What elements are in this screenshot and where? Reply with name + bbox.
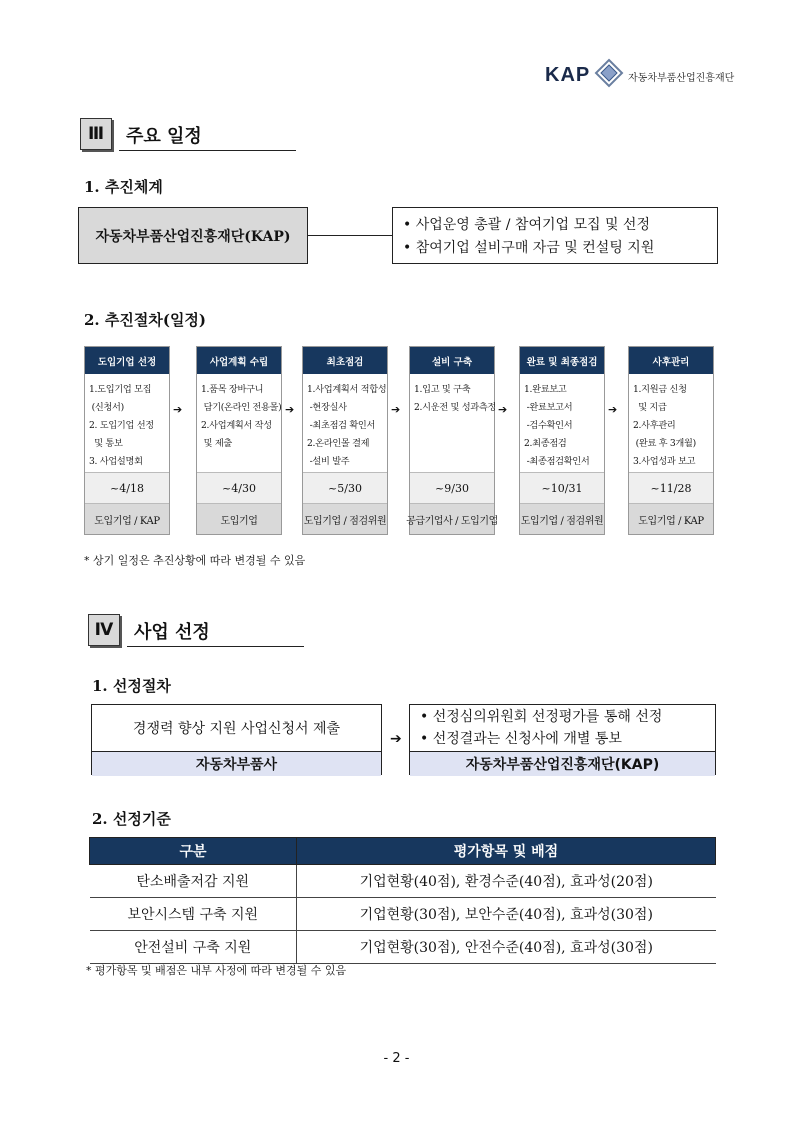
step-tasks	[410, 374, 497, 472]
step-task-line: 1.도입기업 모집	[89, 384, 152, 395]
step-deadline: ~9/30	[410, 472, 494, 503]
header-org-name: 자동차부품산업진흥재단	[628, 73, 735, 84]
step-title: 사업계획 수립	[197, 347, 281, 374]
schedule-step	[628, 346, 714, 535]
reviewer-line: • 선정심의위원회 선정평가를 통해 선정	[420, 709, 663, 725]
step-task-line: 1.지원금 신청	[633, 384, 687, 395]
table-cell: 기업현황(40점), 환경수준(40점), 효과성(20점)	[297, 865, 716, 898]
arrow-icon: ➔	[173, 403, 183, 416]
reviewer-line: • 선정결과는 신청사에 개별 통보	[420, 731, 622, 747]
criteria-table	[89, 837, 716, 964]
schedule-step	[84, 346, 170, 535]
schedule-note: * 상기 일정은 추진상황에 따라 변경될 수 있음	[84, 554, 306, 567]
table-cell: 보안시스템 구축 지원	[90, 898, 297, 931]
step-task-line: (신청서)	[89, 402, 124, 413]
applicant-label: 자동차부품사	[92, 751, 381, 776]
step-task-line: 2.사후관리	[633, 420, 676, 431]
role-box	[392, 207, 718, 264]
step-task-line: -설비 발주	[307, 456, 350, 467]
step-task-line: 2.시운전 및 성과측정	[414, 402, 497, 413]
kap-logo: KAP	[545, 64, 591, 86]
subsection-title-schedule: 2. 추진절차(일정)	[84, 311, 207, 329]
schedule-step	[196, 346, 282, 535]
step-task-line: -현장실사	[307, 402, 347, 413]
step-task-line: -검수확인서	[524, 420, 573, 431]
step-task-line: (완료 후 3개월)	[633, 438, 696, 449]
connector-line	[308, 235, 392, 236]
reviewer-lines	[410, 705, 715, 751]
step-tasks	[197, 374, 281, 472]
section-underline	[127, 646, 304, 647]
step-tasks	[303, 374, 387, 472]
step-title: 사후관리	[629, 347, 713, 374]
table-header: 구분	[90, 838, 297, 865]
step-task-line: 2.최종점검	[524, 438, 567, 449]
step-task-line: 2. 도입기업 선정	[89, 420, 154, 431]
applicant-box	[91, 704, 382, 775]
step-deadline: ~11/28	[629, 472, 713, 503]
table-cell: 탄소배출저감 지원	[90, 865, 297, 898]
applicant-action: 경쟁력 향상 지원 사업신청서 제출	[132, 721, 341, 737]
step-owner: 도입기업 / KAP	[629, 503, 713, 534]
step-deadline: ~10/31	[520, 472, 604, 503]
arrow-icon: ➔	[390, 731, 402, 747]
diamond-logo-icon	[594, 58, 624, 88]
step-tasks	[629, 374, 713, 472]
role-item: • 사업운영 총괄 / 참여기업 모집 및 선정	[403, 217, 650, 233]
step-task-line: 2.온라인몰 결제	[307, 438, 370, 449]
section-number-badge: Ⅳ	[88, 614, 120, 646]
step-task-line: 및 지급	[633, 402, 667, 413]
step-deadline: ~4/18	[85, 472, 169, 503]
schedule-step	[302, 346, 388, 535]
step-task-line: 담기(온라인 전용몰)	[201, 402, 282, 413]
arrow-icon: ➔	[391, 403, 401, 416]
arrow-icon: ➔	[608, 403, 618, 416]
table-row	[90, 898, 716, 931]
step-owner: 도입기업 / KAP	[85, 503, 169, 534]
step-task-line: 1.완료보고	[524, 384, 567, 395]
role-item: • 참여기업 설비구매 자금 및 컨설팅 지원	[403, 240, 655, 256]
step-owner: 도입기업 / 점검위원	[520, 503, 604, 534]
subsection-title-structure: 1. 추진체계	[84, 178, 163, 196]
step-tasks	[85, 374, 169, 472]
step-task-line: 3.사업성과 보고	[633, 456, 696, 467]
step-title: 도입기업 선정	[85, 347, 169, 374]
section-title: 주요 일정	[126, 126, 202, 147]
table-cell: 안전설비 구축 지원	[90, 931, 297, 964]
reviewer-box	[409, 704, 716, 775]
step-task-line: -완료보고서	[524, 402, 573, 413]
step-task-line: 1.품목 장바구니	[201, 384, 264, 395]
step-task-line: 및 통보	[89, 438, 123, 449]
step-deadline: ~5/30	[303, 472, 387, 503]
step-title: 설비 구축	[410, 347, 494, 374]
section-underline	[119, 150, 296, 151]
table-header: 평가항목 및 배점	[297, 838, 716, 865]
step-tasks	[520, 374, 604, 472]
arrow-icon: ➔	[285, 403, 295, 416]
step-task-line: 2.사업계획서 작성	[201, 420, 272, 431]
step-task-line: -최초점검 확인서	[307, 420, 376, 431]
criteria-note: * 평가항목 및 배점은 내부 사정에 따라 변경될 수 있음	[86, 964, 347, 977]
step-task-line: 3. 사업설명회	[89, 456, 143, 467]
section-number-badge: Ⅲ	[80, 118, 112, 150]
step-title: 최초점검	[303, 347, 387, 374]
table-row	[90, 931, 716, 964]
table-cell: 기업현황(30점), 안전수준(40점), 효과성(30점)	[297, 931, 716, 964]
step-task-line: 및 제출	[201, 438, 232, 449]
subsection-title-selection-process: 1. 선정절차	[92, 677, 171, 695]
schedule-step	[519, 346, 605, 535]
table-cell: 기업현황(30점), 보안수준(40점), 효과성(30점)	[297, 898, 716, 931]
step-owner: 공급기업사 / 도입기업	[410, 503, 494, 534]
step-task-line: 1.입고 및 구축	[414, 384, 471, 395]
step-owner: 도입기업 / 점검위원	[303, 503, 387, 534]
subsection-title-criteria: 2. 선정기준	[92, 810, 171, 828]
schedule-step	[406, 346, 498, 535]
step-deadline: ~4/30	[197, 472, 281, 503]
step-owner: 도입기업	[197, 503, 281, 534]
reviewer-label: 자동차부품산업진흥재단(KAP)	[410, 751, 715, 776]
table-row	[90, 865, 716, 898]
step-title: 완료 및 최종점검	[520, 347, 604, 374]
org-box-kap: 자동차부품산업진흥재단(KAP)	[78, 207, 308, 264]
arrow-icon: ➔	[498, 403, 508, 416]
step-task-line: -최종점검확인서	[524, 456, 590, 467]
page-number: - 2 -	[383, 1051, 410, 1066]
section-title: 사업 선정	[134, 622, 210, 643]
step-task-line: 1.사업계획서 적합성	[307, 384, 387, 395]
